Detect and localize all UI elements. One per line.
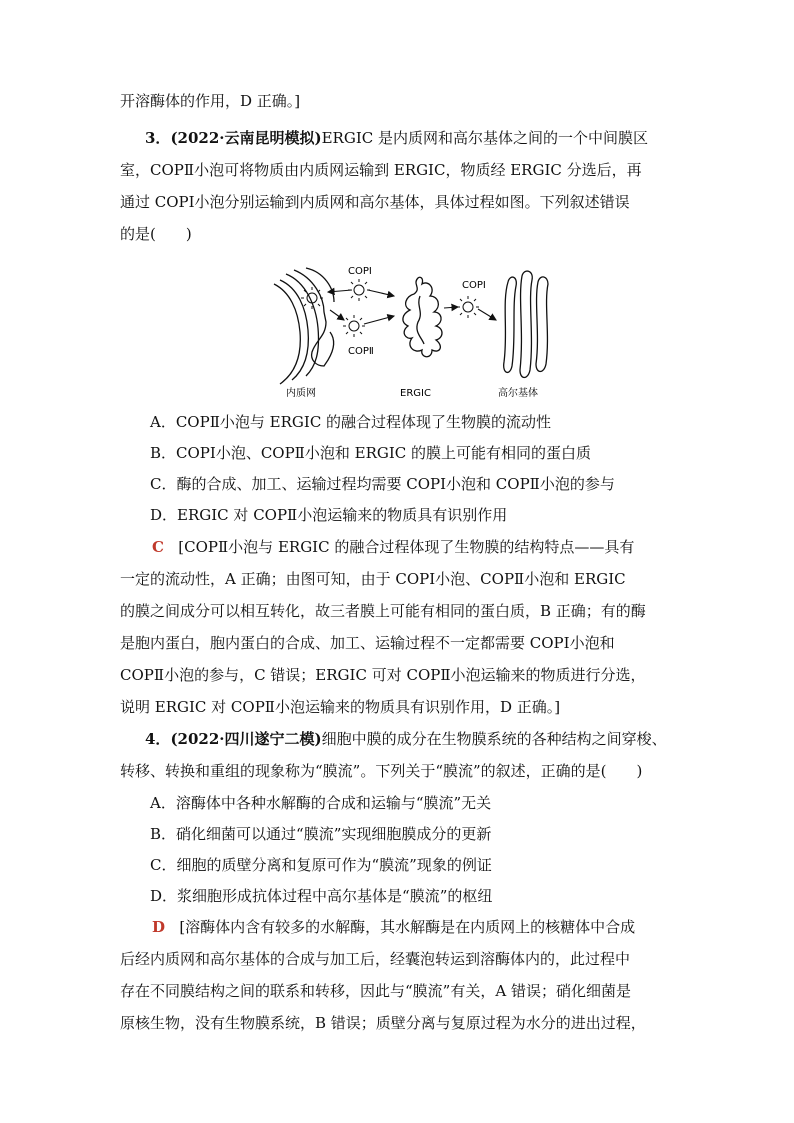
text-line: 一定的流动性，A 正确；由图可知，由于 COPⅠ小泡、COPⅡ小泡和 ERGIC — [120, 570, 626, 588]
label-cop1-left: COPⅠ — [348, 266, 372, 277]
ergic-membrane — [403, 277, 442, 357]
question-number: 3． — [145, 129, 171, 147]
answer-explanation — [152, 540, 634, 555]
text-line: 室，COPⅡ小泡可将物质由内质网运输到 ERGIC，物质经 ERGIC 分选后，再 — [120, 161, 642, 179]
label-cop1-right: COPⅠ — [462, 280, 486, 291]
cop-transport-diagram — [272, 262, 562, 402]
question-4-stem — [145, 732, 667, 747]
text-line: 后经内质网和高尔基体的合成与加工后，经囊泡转运到溶酶体内的，此过程中 — [120, 950, 631, 968]
cop1-vesicle-right — [457, 296, 479, 318]
text-line: 通过 COPⅠ小泡分别运输到内质网和高尔基体，具体过程如图。下列叙述错误 — [120, 193, 630, 211]
text-line: 说明 ERGIC 对 COPⅡ小泡运输来的物质具有识别作用，D 正确。] — [120, 698, 561, 716]
cop1-vesicle-er — [301, 287, 323, 309]
question-source: (2022·四川遂宁二模) — [170, 730, 322, 748]
option-a: A．溶酶体中各种水解酶的合成和运输与“膜流”无关 — [150, 794, 492, 812]
option-d: D．ERGIC 对 COPⅡ小泡运输来的物质具有识别作用 — [150, 506, 508, 524]
text-line: 转移、转换和重组的现象称为“膜流”。下列关于“膜流”的叙述，正确的是( ) — [120, 762, 643, 780]
label-cop2: COPⅡ — [348, 346, 374, 357]
er-membrane — [274, 268, 334, 384]
cop2-vesicle — [343, 315, 365, 337]
answer-letter: C — [152, 538, 164, 556]
option-c: C．细胞的质壁分离和复原可作为“膜流”现象的例证 — [150, 856, 492, 874]
question-number: 4． — [145, 730, 171, 748]
option-a: A．COPⅡ小泡与 ERGIC 的融合过程体现了生物膜的流动性 — [150, 413, 552, 431]
option-b: B．硝化细菌可以通过“膜流”实现细胞膜成分的更新 — [150, 825, 492, 843]
caption-er: 内质网 — [286, 388, 316, 399]
option-b: B．COPⅠ小泡、COPⅡ小泡和 ERGIC 的膜上可能有相同的蛋白质 — [150, 444, 592, 462]
text-line: 是胞内蛋白，胞内蛋白的合成、加工、运输过程不一定都需要 COPⅠ小泡和 — [120, 634, 615, 652]
text-line: 开溶酶体的作用，D 正确。] — [120, 92, 301, 110]
golgi-apparatus — [504, 271, 548, 377]
text-line: COPⅡ小泡的参与，C 错误；ERGIC 可对 COPⅡ小泡运输来的物质进行分选， — [120, 666, 646, 684]
text-line: 原核生物，没有生物膜系统，B 错误；质壁分离与复原过程为水分的进出过程， — [120, 1014, 646, 1032]
question-text: ERGIC 是内质网和高尔基体之间的一个中间膜区 — [321, 129, 649, 147]
text-line: 的是( ) — [120, 225, 192, 243]
answer-explanation — [152, 920, 635, 935]
option-d: D．浆细胞形成抗体过程中高尔基体是“膜流”的枢纽 — [150, 887, 493, 905]
answer-letter: D — [152, 918, 166, 936]
option-c: C．酶的合成、加工、运输过程均需要 COPⅠ小泡和 COPⅡ小泡的参与 — [150, 475, 615, 493]
explanation-text: [溶酶体内含有较多的水解酶，其水解酶是在内质网上的核糖体中合成 — [179, 918, 636, 936]
caption-golgi: 高尔基体 — [498, 388, 538, 399]
question-source: (2022·云南昆明模拟) — [170, 129, 322, 147]
question-3-stem — [145, 131, 648, 146]
text-line: 存在不同膜结构之间的联系和转移，因此与“膜流”有关，A 错误；硝化细菌是 — [120, 982, 631, 1000]
text-line: 的膜之间成分可以相互转化，故三者膜上可能有相同的蛋白质，B 正确；有的酶 — [120, 602, 646, 620]
explanation-text: [COPⅡ小泡与 ERGIC 的融合过程体现了生物膜的结构特点——具有 — [178, 538, 635, 556]
caption-ergic: ERGIC — [400, 388, 431, 399]
question-text: 细胞中膜的成分在生物膜系统的各种结构之间穿梭、 — [321, 730, 667, 748]
